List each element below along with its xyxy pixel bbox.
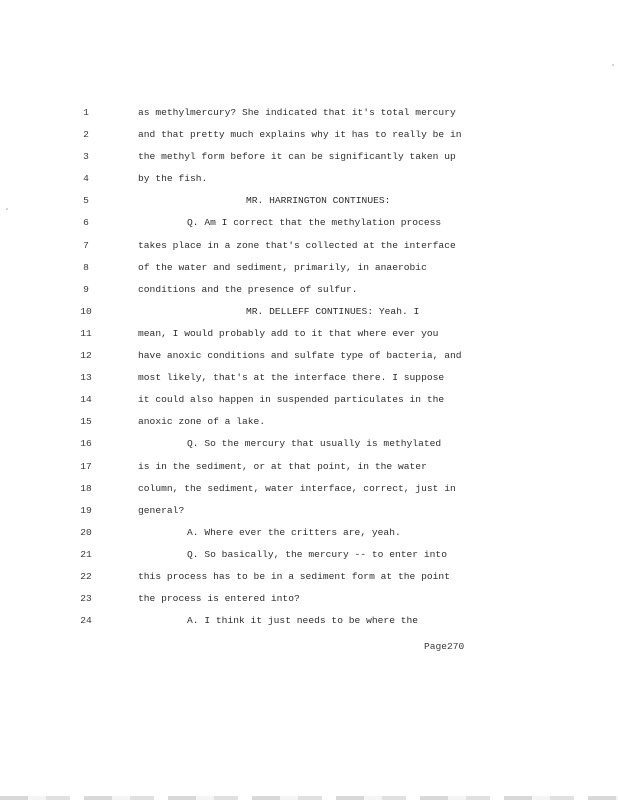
- line-number: 17: [80, 460, 92, 472]
- line-number: 18: [80, 482, 92, 494]
- line-text: takes place in a zone that's collected at the interface: [138, 239, 456, 251]
- line-number: 22: [80, 570, 92, 582]
- line-text: anoxic zone of a lake.: [138, 416, 266, 428]
- line-number: 9: [83, 283, 89, 295]
- transcript-line: [0, 102, 618, 124]
- line-number: 7: [83, 239, 89, 251]
- line-text: Q. Am I correct that the methylation process: [187, 217, 442, 229]
- line-text: A. Where ever the critters are, yeah.: [187, 526, 401, 538]
- line-number: 5: [83, 195, 89, 207]
- line-number: 13: [80, 372, 92, 384]
- line-text: the process is entered into?: [138, 593, 300, 605]
- transcript-line: [0, 190, 618, 212]
- line-text: conditions and the presence of sulfur.: [138, 283, 358, 295]
- line-number: 21: [80, 548, 92, 560]
- line-text: A. I think it just needs to be where the: [187, 615, 419, 627]
- line-number: 11: [80, 327, 92, 339]
- transcript-line: [0, 235, 618, 257]
- transcript-line: [0, 566, 618, 588]
- line-number: 4: [83, 173, 89, 185]
- line-number: 3: [83, 151, 89, 163]
- transcript-line: [0, 212, 618, 234]
- line-text: this process has to be in a sediment form at the point: [138, 570, 450, 582]
- line-number: 2: [83, 129, 89, 141]
- line-text: is in the sediment, or at that point, in the water: [138, 460, 427, 472]
- transcript-line: [0, 478, 618, 500]
- transcript-line: [0, 367, 618, 389]
- scan-bottom-edge: [0, 796, 618, 800]
- line-text: mean, I would probably add to it that where ever you: [138, 327, 439, 339]
- transcript-line: [0, 456, 618, 478]
- line-text: as methylmercury? She indicated that it's total mercury: [138, 107, 456, 118]
- line-text: general?: [138, 504, 185, 516]
- line-number: 1: [83, 107, 89, 118]
- transcript-line: [0, 588, 618, 610]
- line-text: of the water and sediment, primarily, in anaerobic: [138, 261, 427, 273]
- transcript-line: [0, 168, 618, 190]
- line-number: 10: [80, 305, 92, 317]
- transcript-line: [0, 522, 618, 544]
- transcript-line: [0, 411, 618, 433]
- transcript-line: [0, 610, 618, 632]
- line-number: 23: [80, 593, 92, 605]
- transcript-line: [0, 257, 618, 279]
- transcript-line: [0, 323, 618, 345]
- line-text: and that pretty much explains why it has to really be in: [138, 129, 462, 141]
- line-number: 19: [80, 504, 92, 516]
- line-text: column, the sediment, water interface, correct, just in: [138, 482, 456, 494]
- transcript-line: [0, 146, 618, 168]
- transcript-body: [0, 102, 618, 632]
- line-text: Q. So basically, the mercury -- to enter into: [187, 548, 447, 560]
- transcript-line: [0, 433, 618, 455]
- line-number: 24: [80, 615, 92, 627]
- line-text: the methyl form before it can be significantly taken up: [138, 151, 456, 163]
- line-text: by the fish.: [138, 173, 208, 185]
- line-text: it could also happen in suspended particulates in the: [138, 394, 445, 406]
- transcript-line: [0, 389, 618, 411]
- line-number: 16: [80, 438, 92, 450]
- line-number: 8: [83, 261, 89, 273]
- scan-speck: [6, 208, 8, 210]
- line-text: MR. HARRINGTON CONTINUES:: [246, 195, 391, 207]
- line-text: MR. DELLEFF CONTINUES: Yeah. I: [246, 305, 420, 317]
- line-text: Q. So the mercury that usually is methylated: [187, 438, 442, 450]
- line-number: 15: [80, 416, 92, 428]
- transcript-line: [0, 124, 618, 146]
- line-number: 14: [80, 394, 92, 406]
- line-text: have anoxic conditions and sulfate type of bacteria, and: [138, 350, 462, 362]
- scan-speck: [612, 64, 614, 66]
- line-number: 20: [80, 526, 92, 538]
- transcript-line: [0, 544, 618, 566]
- line-number: 6: [83, 217, 89, 229]
- page-number: Page270: [424, 641, 465, 652]
- transcript-line: [0, 301, 618, 323]
- transcript-line: [0, 345, 618, 367]
- line-text: most likely, that's at the interface there. I suppose: [138, 372, 445, 384]
- transcript-line: [0, 500, 618, 522]
- line-number: 12: [80, 350, 92, 362]
- transcript-line: [0, 279, 618, 301]
